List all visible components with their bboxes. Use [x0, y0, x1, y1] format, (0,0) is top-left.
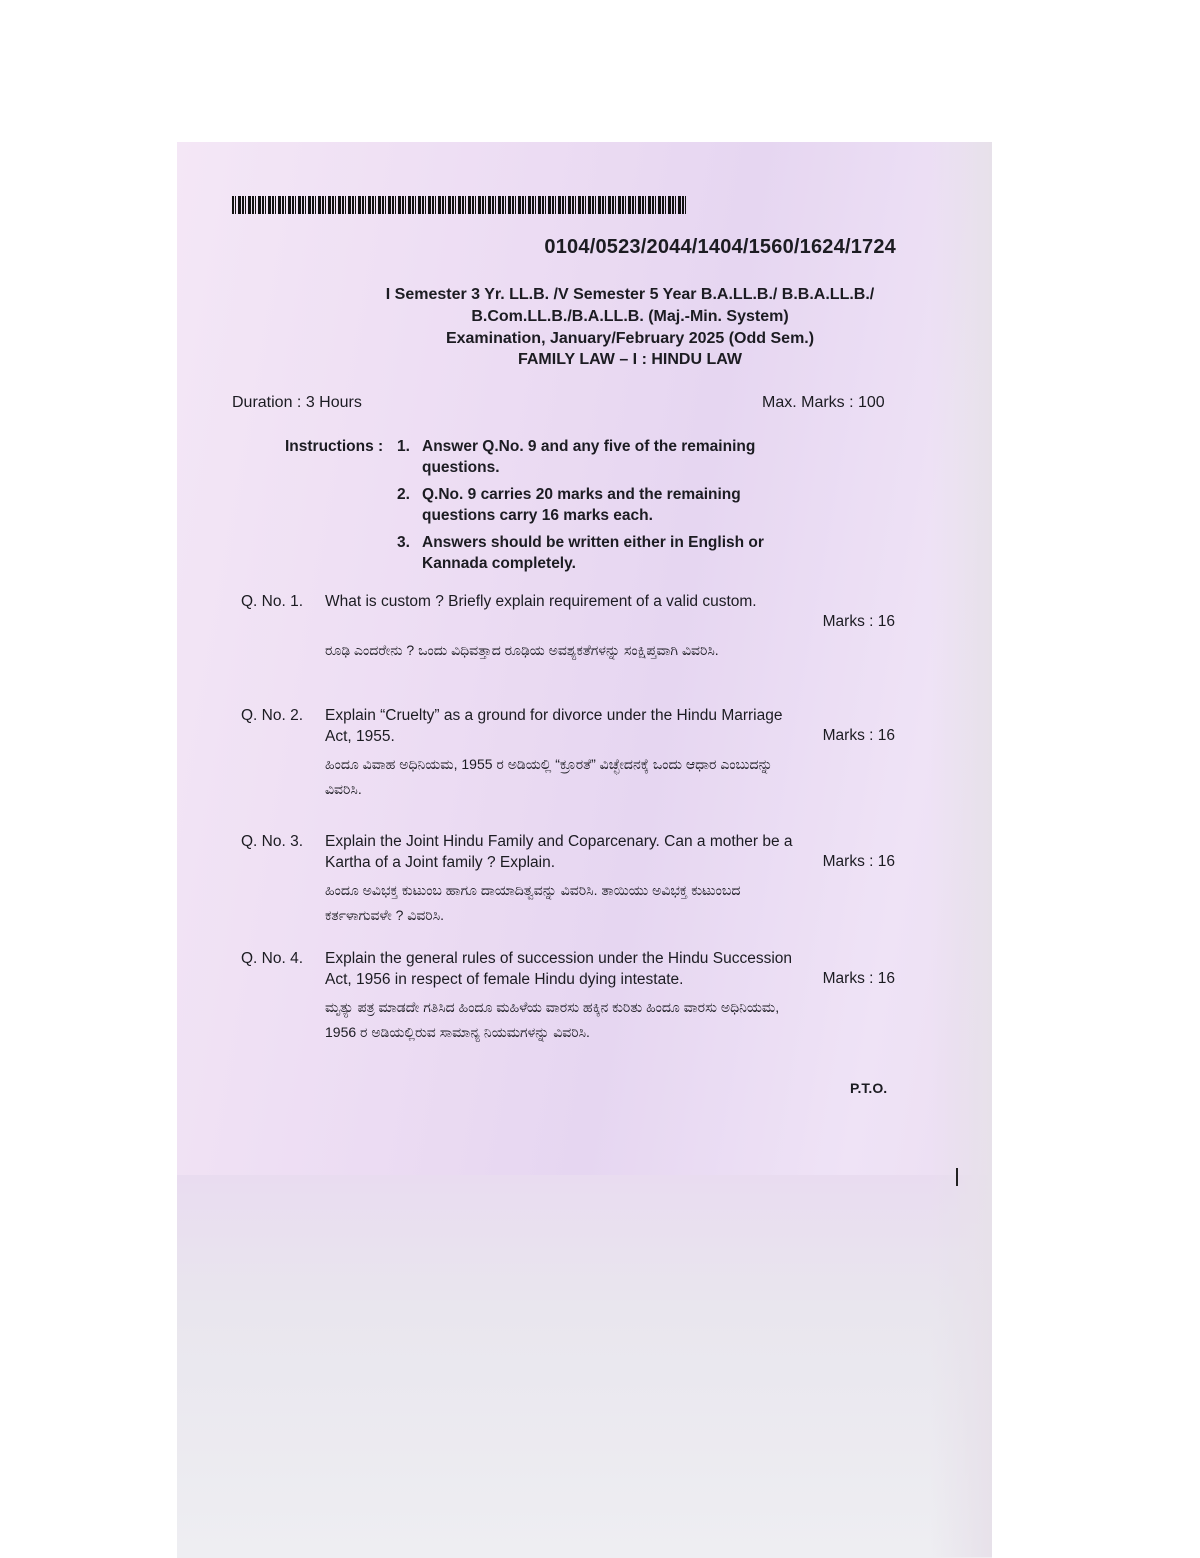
header-line-1: I Semester 3 Yr. LL.B. /V Semester 5 Year B.A.LL.B./ B.B.A.LL.B./ — [385, 286, 875, 303]
instructions-label: Instructions : — [285, 438, 384, 455]
sheet-bottom-fade — [177, 1175, 992, 1558]
header-line-2: B.Com.LL.B./B.A.LL.B. (Maj.-Min. System) — [471, 308, 789, 325]
paper-code: 0104/0523/2044/1404/1560/1624/1724 — [544, 236, 896, 258]
header-line-4: FAMILY LAW – I : HINDU LAW — [517, 351, 742, 368]
max-marks: Max. Marks : 100 — [762, 394, 885, 411]
page-turn-note: P.T.O. — [850, 1080, 888, 1096]
question-marks: Marks : 16 — [822, 970, 895, 987]
question-number: Q. No. 1. — [241, 593, 304, 610]
question-marks: Marks : 16 — [822, 613, 895, 630]
instruction-item: 2. Q.No. 9 carries 20 marks and the remaining questions carry 16 marks each. — [397, 486, 741, 524]
header-line-3: Examination, January/February 2025 (Odd Sem.) — [445, 330, 815, 347]
instruction-item: 1. Answer Q.No. 9 and any five of the remaining questions. — [397, 438, 756, 476]
question-text-english: Explain the Joint Hindu Family and Coparcenary. Can a mother be a Kartha of a Joint family ? Explain. — [325, 833, 793, 871]
question-number: Q. No. 2. — [241, 707, 304, 724]
question-text-english: Explain the general rules of succession under the Hindu Succession Act, 1956 in respect of female Hindu dying intestate. — [325, 950, 792, 988]
question-text-kannada: ಹಿಂದೂ ವಿವಾಹ ಅಧಿನಿಯಮ, 1955 ರ ಅಡಿಯಲ್ಲಿ “ಕ್ರೂರತೆ” ವಿಚ್ಛೇದನಕ್ಕೆ ಒಂದು ಆಧಾರ ಎಂಬುದನ್ನು ವಿವರಿಸಿ. — [325, 756, 773, 797]
question-number: Q. No. 4. — [241, 950, 304, 967]
question-text-kannada: ಹಿಂದೂ ಅವಿಭಕ್ತ ಕುಟುಂಬ ಹಾಗೂ ದಾಯಾದಿತ್ವವನ್ನು ವಿವರಿಸಿ. ತಾಯಿಯು ಅವಿಭಕ್ತ ಕುಟುಂಬದ ಕರ್ತಳಾಗುವಳೇ ? ವಿವರಿಸಿ. — [325, 882, 741, 923]
question-marks: Marks : 16 — [822, 727, 895, 744]
instruction-item: 3. Answers should be written either in English or Kannada completely. — [397, 534, 764, 572]
question-text-english: Explain “Cruelty” as a ground for divorce under the Hindu Marriage Act, 1955. — [325, 707, 783, 745]
barcode — [232, 196, 688, 214]
question-number: Q. No. 3. — [241, 833, 304, 850]
duration: Duration : 3 Hours — [232, 394, 362, 411]
question-text-english: What is custom ? Briefly explain requirement of a valid custom. — [325, 593, 757, 610]
question-marks: Marks : 16 — [822, 853, 895, 870]
question-text-kannada: ರೂಢಿ ಎಂದರೇನು ? ಒಂದು ವಿಧಿವತ್ತಾದ ರೂಢಿಯ ಅವಶ್ಯಕತೆಗಳನ್ನು ಸಂಕ್ಷಿಪ್ತವಾಗಿ ವಿವರಿಸಿ. — [325, 642, 719, 658]
question-text-kannada: ಮೃತ್ಯು ಪತ್ರ ಮಾಡದೇ ಗತಿಸಿದ ಹಿಂದೂ ಮಹಿಳೆಯ ವಾರಸು ಹಕ್ಕಿನ ಕುರಿತು ಹಿಂದೂ ವಾರಸು ಅಧಿನಿಯಮ, 1956 ರ ಅಡಿಯಲ್ಲಿರುವ ಸಾಮಾನ್ಯ ನಿಯಮಗಳನ್ನು ವಿವರಿಸಿ. — [325, 999, 780, 1040]
margin-mark — [956, 1168, 958, 1186]
